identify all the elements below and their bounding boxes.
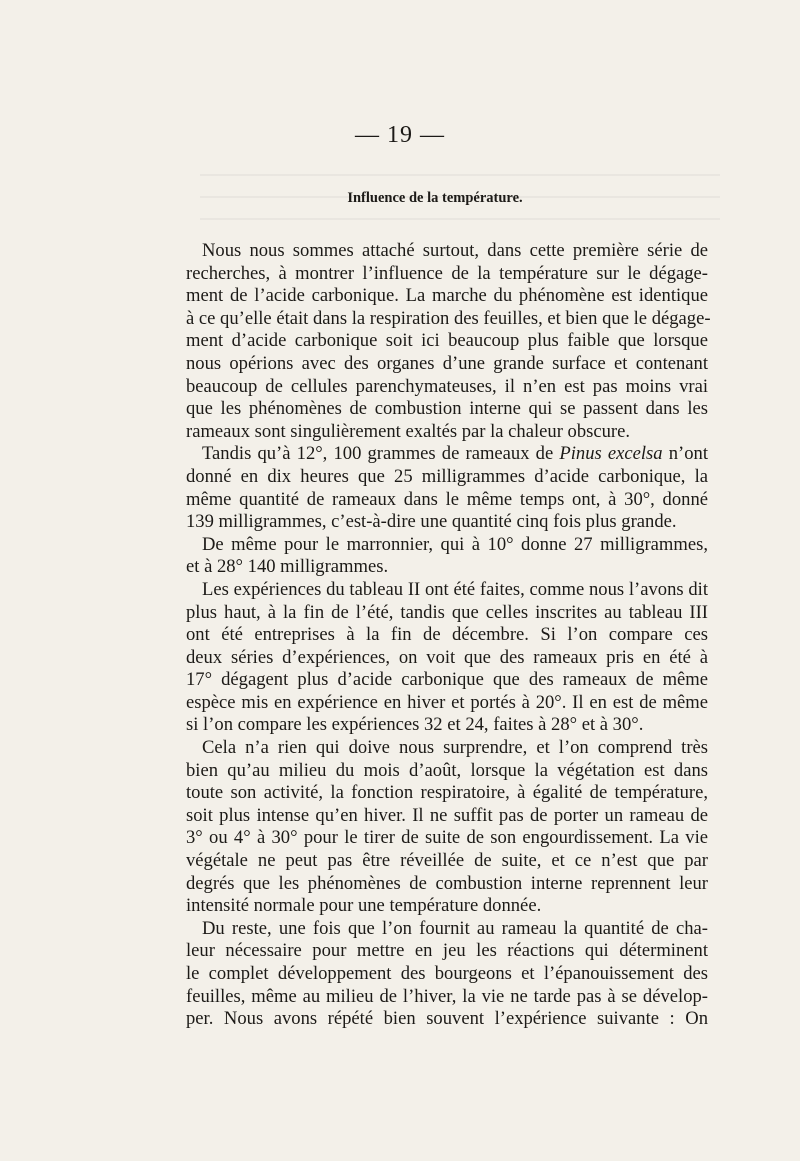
paragraph: [186, 534, 708, 579]
text-segment: n’ont: [662, 443, 708, 465]
text-line: espèce mis en expérience en hiver et portés à 20°. Il en est de même: [186, 691, 708, 713]
text-line: à ce qu’elle était dans la respiration des feuilles, et bien que le dégage-: [186, 307, 711, 329]
text-line: et à 28° 140 milligrammes.: [186, 556, 389, 578]
text-line: même quantité de rameaux dans le même temps ont, à 30°, donné: [186, 488, 708, 510]
text-line: rameaux sont singulièrement exaltés par la chaleur obscure.: [186, 420, 631, 442]
text-line: [186, 443, 708, 466]
text-line: si l’on compare les expériences 32 et 24, faites à 28° et à 30°.: [186, 714, 644, 736]
body-text: [186, 240, 711, 1031]
text-line: donné en dix heures que 25 milligrammes d’acide carbonique, la: [186, 465, 708, 487]
text-line: le complet développement des bourgeons et l’épanouissement des: [186, 963, 708, 984]
text-line: leur nécessaire pour mettre en jeu les réactions qui déterminent: [186, 940, 708, 962]
text-line: Nous nous sommes attaché surtout, dans cette première série de: [202, 240, 708, 261]
text-line: végétale ne peut pas être réveillée de suite, et ce n’est que par: [186, 850, 708, 872]
text-line: Les expériences du tableau II ont été faites, comme nous l’avons dit: [202, 578, 708, 600]
text-line: feuilles, même au milieu de l’hiver, la vie ne tarde pas à se dévelop-: [186, 985, 708, 1007]
text-line: beaucoup de cellules parenchymateuses, il n’en est pas moins vrai: [186, 375, 708, 397]
paragraph: [186, 579, 708, 737]
text-line: ment d’acide carbonique soit ici beaucoup plus faible que lorsque: [186, 330, 708, 352]
paragraph: [186, 737, 708, 918]
paragraph: [186, 443, 708, 533]
text-line: soit plus intense qu’en hiver. Il ne suffit pas de porter un rameau de: [186, 804, 708, 826]
text-segment: Tandis qu’à 12°, 100 grammes de rameaux de: [202, 443, 560, 465]
text-line: plus haut, à la fin de l’été, tandis que celles inscrites au tableau III: [186, 601, 708, 623]
text-line: ont été entreprises à la fin de décembre. Si l’on compare ces: [186, 624, 708, 646]
text-line: intensité normale pour une température donnée.: [186, 895, 542, 917]
species-name: Pinus excelsa: [559, 443, 663, 465]
text-line: degrés que les phénomènes de combustion interne reprennent leur: [186, 872, 708, 894]
text-line: ment de l’acide carbonique. La marche du phénomène est identique: [186, 285, 708, 307]
text-line: bien qu’au milieu du mois d’août, lorsque la végétation est dans: [186, 759, 708, 781]
text-line: Cela n’a rien qui doive nous surprendre, et l’on comprend très: [202, 737, 708, 759]
text-line: recherches, à montrer l’influence de la température sur le dégage-: [186, 262, 708, 284]
text-line: De même pour le marronnier, qui à 10° donne 27 milligrammes,: [202, 533, 708, 555]
text-line: toute son activité, la fonction respiratoire, à égalité de température,: [186, 782, 708, 804]
section-heading: Influence de la température.: [347, 190, 523, 206]
text-line: 139 milligrammes, c’est-à-dire une quantité cinq fois plus grande.: [186, 511, 677, 533]
text-line: nous opérions avec des organes d’une grande surface et contenant: [186, 352, 708, 374]
paragraph: [186, 918, 708, 1031]
text-line: 17° dégagent plus d’acide carbonique que des rameaux de même: [186, 669, 708, 691]
text-line: deux séries d’expériences, on voit que des rameaux pris en été à: [186, 646, 708, 668]
text-line: Du reste, une fois que l’on fournit au rameau la quantité de cha-: [202, 917, 708, 939]
text-line: 3° ou 4° à 30° pour le tirer de suite de son engourdissement. La vie: [186, 827, 708, 849]
page-number: — 19 —: [355, 122, 445, 148]
text-line: que les phénomènes de combustion interne qui se passent dans les: [186, 398, 708, 420]
text-line: per. Nous avons répété bien souvent l’expérience suivante : On: [186, 1008, 708, 1030]
paragraph: [186, 240, 711, 443]
